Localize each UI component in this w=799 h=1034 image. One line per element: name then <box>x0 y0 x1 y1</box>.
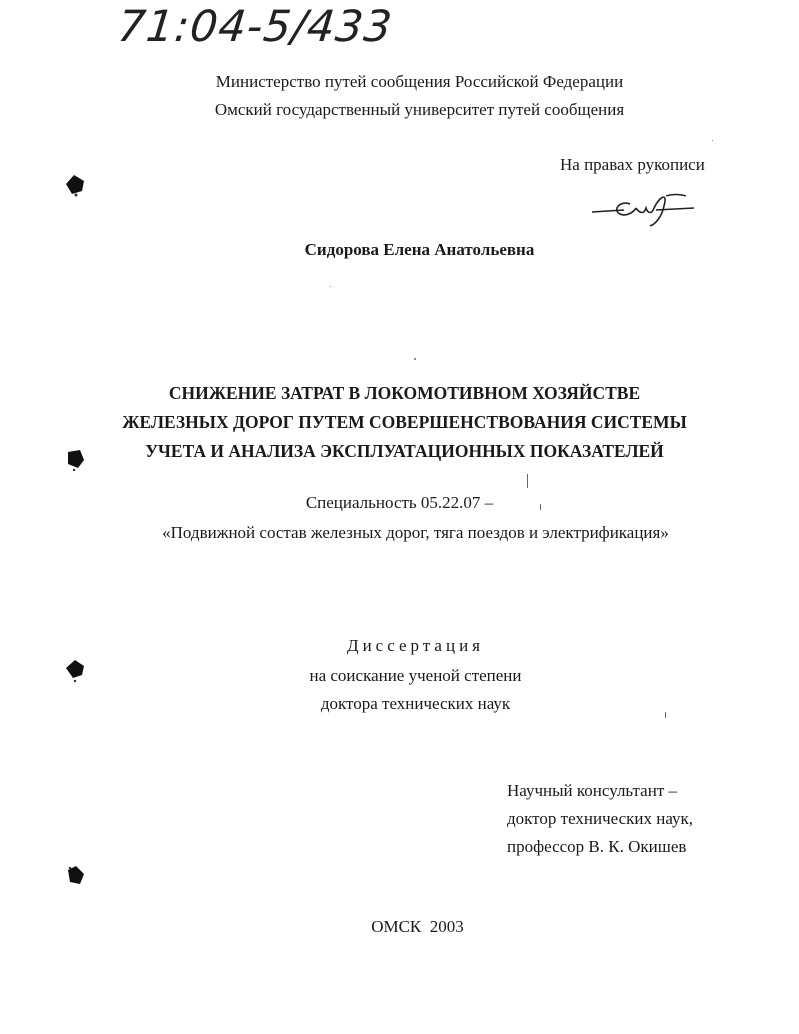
author-name: Сидорова Елена Анатольевна <box>304 240 535 259</box>
title-line-3: УЧЕТА И АНАЛИЗА ЭКСПЛУАТАЦИОННЫХ ПОКАЗАТЕЛЕЙ <box>145 441 664 461</box>
signature-icon <box>590 186 700 228</box>
punch-hole-icon <box>62 656 88 682</box>
title-line-1: СНИЖЕНИЕ ЗАТРАТ В ЛОКОМОТИВНОМ ХОЗЯЙСТВЕ <box>168 383 641 403</box>
degree-line-2: доктора технических наук <box>320 694 511 713</box>
punch-hole-icon <box>62 446 88 472</box>
scan-speck <box>540 504 541 510</box>
title-line-2: ЖЕЛЕЗНЫХ ДОРОГ ПУТЕМ СОВЕРШЕНСТВОВАНИЯ СИСТЕМЫ <box>122 412 687 432</box>
scan-speck <box>527 474 528 488</box>
city-year: ОМСК 2003 <box>371 917 464 936</box>
scan-speck <box>712 140 713 141</box>
manuscript-rights: На правах рукописи <box>560 155 705 174</box>
thesis-title <box>5 379 799 466</box>
degree-sought <box>16 662 799 718</box>
scan-speck <box>330 286 331 287</box>
consultant-line-2: доктор технических наук, <box>507 809 694 828</box>
punch-hole-icon <box>62 862 88 888</box>
university-name: Омский государственный университет путей сообщения <box>214 100 625 119</box>
scientific-consultant <box>507 777 693 861</box>
specialty-code: Специальность 05.22.07 – <box>305 493 494 512</box>
scan-speck <box>414 358 416 360</box>
scan-speck <box>665 712 666 718</box>
archive-number: 71:04-5/433 <box>115 2 395 52</box>
ministry-name: Министерство путей сообщения Российской Федерации <box>215 72 624 91</box>
punch-hole-icon <box>62 171 88 197</box>
consultant-line-3: профессор В. К. Окишев <box>507 837 687 856</box>
specialty-name: «Подвижной состав железных дорог, тяга поездов и электрификация» <box>162 523 669 542</box>
consultant-line-1: Научный консультант – <box>507 781 677 800</box>
dissertation-label: Диссертация <box>346 636 484 655</box>
degree-line-1: на соискание ученой степени <box>309 666 522 685</box>
